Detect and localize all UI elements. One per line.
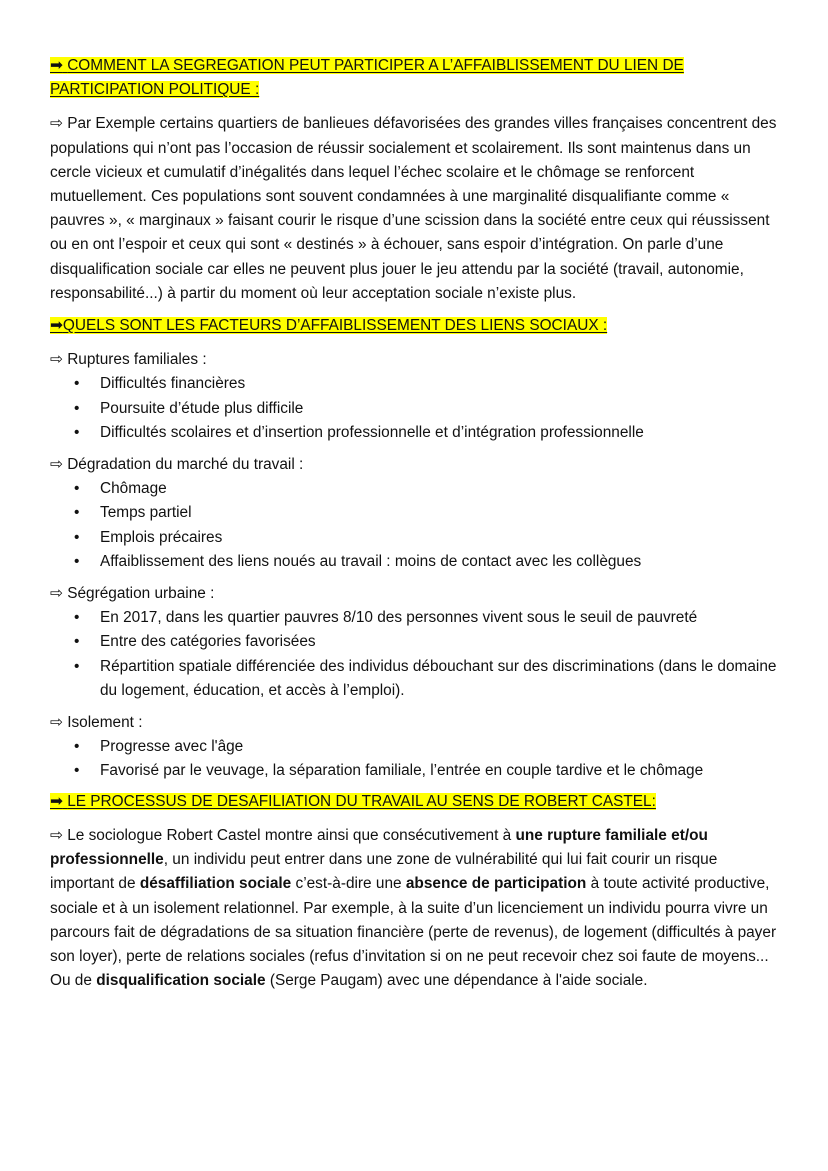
list-item: • Emplois précaires [50,526,780,550]
open-arrow-icon: ⇨ [50,714,63,732]
factor-group [50,348,780,445]
document-page [50,54,780,997]
arrow-icon: ➡ [50,317,63,335]
open-arrow-icon: ⇨ [50,115,63,133]
list-item: • Affaiblissement des liens noués au travail : moins de contact avec les collègues [50,550,780,574]
heading-text: LE PROCESSUS DE DESAFILIATION DU TRAVAIL AU SENS DE ROBERT CASTEL: [67,792,656,810]
paragraph-text: Par Exemple certains quartiers de banlieues défavorisées des grandes villes françaises concentrent des populations qui n’ont pas l’occasion de réussir socialement et scolairement. Ils sont maintenus dans un cercle vicieux et cumulatif d’inégalités dans lequel l’échec scolaire et le chômage se renforcent mutuellement. Ces populations sont souvent condamnées à une marginalité disqualifiante comme « pauvres », « marginaux » faisant courir le risque d’une scission dans la société entre ceux qui réussissent ou en ont l’espoir et ceux qui sont « destinés » à échouer, sans espoir d’intégration. On parle d’une disqualification sociale car elles ne peuvent plus jouer le jeu attendu par la société (travail, autonomie, responsabilité...) à partir du moment où leur acceptation sociale n’existe plus. [50,115,777,302]
bullet-icon: • [74,762,80,780]
factor-list [50,372,780,445]
section-heading-segregation [50,54,780,102]
factor-list [50,477,780,574]
bold-term: absence de participation [405,875,587,893]
bullet-icon: • [74,504,80,522]
section-heading-facteurs [50,314,780,338]
open-arrow-icon: ⇨ [50,456,63,474]
bold-term: une rupture familiale et/ou professionnelle [50,826,708,869]
factor-group [50,711,780,784]
open-arrow-icon: ⇨ [50,826,63,844]
list-item: • Difficultés scolaires et d’insertion professionnelle et d’intégration professionnelle [50,421,780,445]
bold-term: disqualification sociale [96,972,266,990]
factor-label: ⇨ Dégradation du marché du travail : [50,456,304,474]
bullet-icon: • [74,657,80,675]
factor-list [50,735,780,783]
factor-group [50,453,780,574]
list-item: • Chômage [50,477,780,501]
factor-label: ⇨ Ségrégation urbaine : [50,585,215,603]
list-item: • Favorisé par le veuvage, la séparation familiale, l’entrée en couple tardive et le chômage [50,759,780,783]
factor-group [50,582,780,703]
heading-text: QUELS SONT LES FACTEURS D’AFFAIBLISSEMENT DES LIENS SOCIAUX : [62,317,608,335]
arrow-icon: ➡ [50,57,63,74]
open-arrow-icon: ⇨ [50,585,63,603]
arrow-icon: ➡ [50,792,63,810]
paragraph-castel: ⇨ Le sociologue Robert Castel montre ainsi que consécutivement à une rupture familiale et/ou professionnelle, un individu peut entrer dans une zone de vulnérabilité qui lui fait courir un risque important de désaffiliation sociale c’est-à-dire une absence de participation à toute activité productive, sociale et à un isolement relationnel. Par exemple, à la suite d’un licenciement un individu pourra vivre un parcours fait de dégradations de sa situation financière (perte de revenus), de logement (difficultés à payer son loyer), perte de relations sociales (refus d’invitation si on ne peut recevoir chez soi faute de moyens... Ou de disqualification sociale (Serge Paugam) avec une dépendance à l'aide sociale. [50,826,777,990]
list-item: • Entre des catégories favorisées [50,630,780,654]
section-heading-castel [50,790,780,814]
bold-term: désaffiliation sociale [139,875,292,893]
bullet-icon: • [74,528,80,546]
bullet-icon: • [74,375,80,393]
bullet-icon: • [74,480,80,498]
paragraph-segregation [50,112,780,306]
bullet-icon: • [74,738,80,756]
list-item: • Temps partiel [50,501,780,525]
list-item: • Progresse avec l'âge [50,735,780,759]
factor-label: ⇨ Isolement : [50,714,143,732]
factor-list [50,606,780,703]
open-arrow-icon: ⇨ [50,351,63,369]
list-item: • Poursuite d’étude plus difficile [50,397,780,421]
bullet-icon: • [74,633,80,651]
bullet-icon: • [74,399,80,417]
factor-label: ⇨ Ruptures familiales : [50,351,207,369]
heading-text: COMMENT LA SEGREGATION PEUT PARTICIPER A L’AFFAIBLISSEMENT DU LIEN DE PARTICIPATION POLITIQUE : [50,57,684,99]
list-item: • En 2017, dans les quartier pauvres 8/10 des personnes vivent sous le seuil de pauvreté [50,606,780,630]
bullet-icon: • [74,609,80,627]
list-item: • Répartition spatiale différenciée des individus débouchant sur des discriminations (dans le domaine du logement, éducation, et accès à l’emploi). [50,655,780,703]
list-item: • Difficultés financières [50,372,780,396]
bullet-icon: • [74,552,80,570]
bullet-icon: • [74,423,80,441]
